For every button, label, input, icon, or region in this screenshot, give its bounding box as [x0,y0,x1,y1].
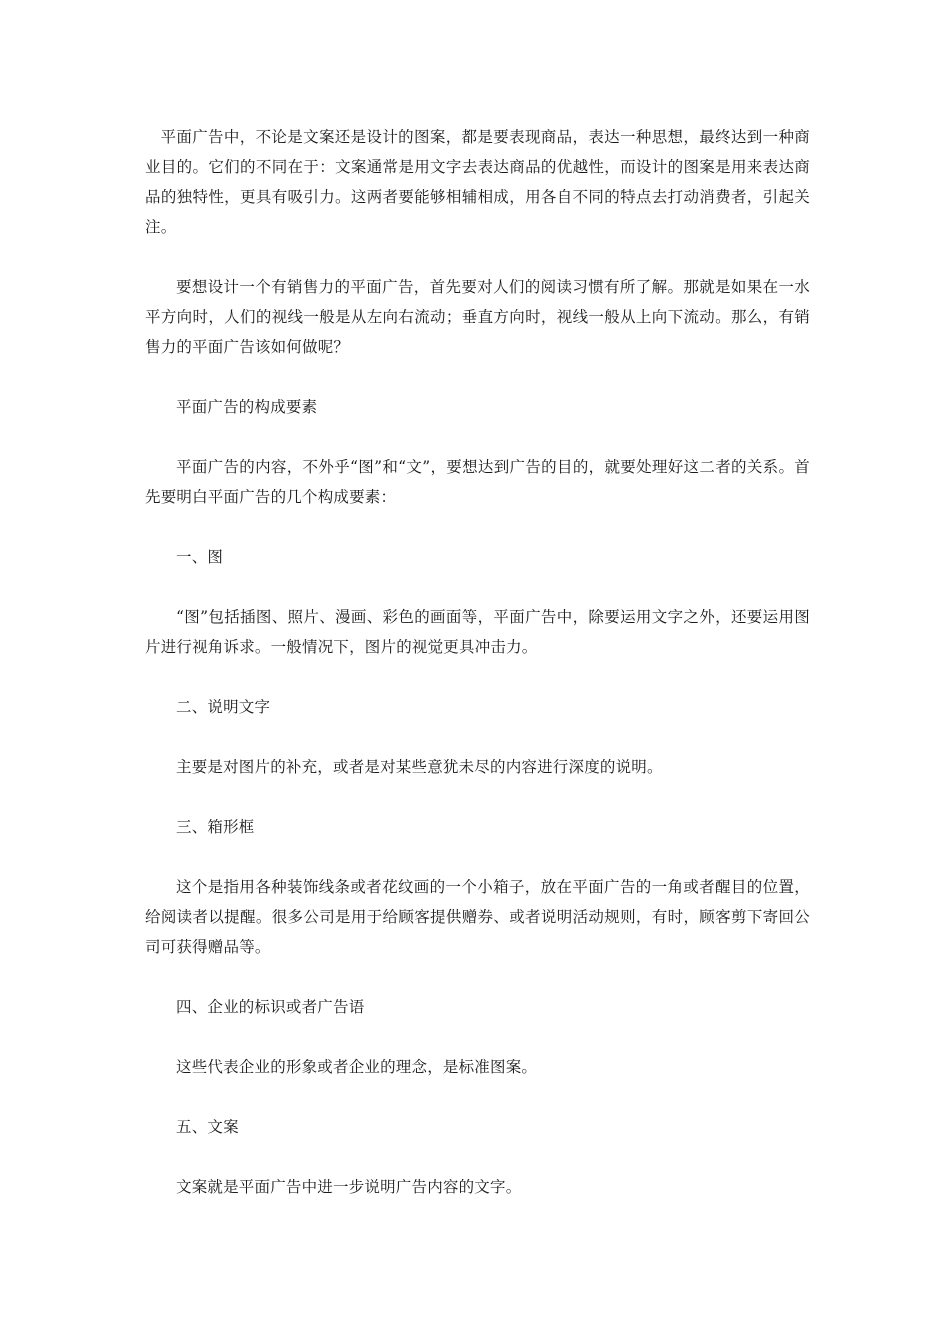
copywriting-paragraph: 文案就是平面广告中进一步说明广告内容的文字。 [176,1178,522,1196]
caption-text-paragraph: 主要是对图片的补充，或者是对某些意犹未尽的内容进行深度的说明。 [176,758,663,776]
section-heading-elements: 平面广告的构成要素 [176,398,318,416]
intro-paragraph: 平面广告中，不论是文案还是设计的图案，都是要表现商品，表达一种思想，最终达到一种商业目的。它们的不同在于：文案通常是用文字去表达商品的优越性，而设计的图案是用来表达商品的独特性，更具有吸引力。这两者要能够相辅相成，用各自不同的特点去打动消费者，引起关注。 [145,128,810,236]
document-body [145,122,810,1202]
heading-image: 一、图 [176,548,224,566]
heading-caption-text: 二、说明文字 [176,698,271,716]
box-frame-paragraph: 这个是指用各种装饰线条或者花纹画的一个小箱子，放在平面广告的一角或者醒目的位置，给阅读者以提醒。很多公司是用于给顾客提供赠券、或者说明活动规则，有时，顾客剪下寄回公司可获得赠品等。 [145,878,810,956]
heading-logo-slogan: 四、企业的标识或者广告语 [176,998,365,1016]
heading-copywriting: 五、文案 [176,1118,239,1136]
elements-intro-paragraph: 平面广告的内容，不外乎“图”和“文”，要想达到广告的目的，就要处理好这二者的关系。首先要明白平面广告的几个构成要素： [145,458,810,506]
heading-box-frame: 三、箱形框 [176,818,255,836]
logo-slogan-paragraph: 这些代表企业的形象或者企业的理念，是标准图案。 [176,1058,538,1076]
reading-habit-paragraph: 要想设计一个有销售力的平面广告，首先要对人们的阅读习惯有所了解。那就是如果在一水平方向时，人们的视线一般是从左向右流动；垂直方向时，视线一般从上向下流动。那么，有销售力的平面广告该如何做呢？ [145,278,810,356]
image-paragraph: “图”包括插图、照片、漫画、彩色的画面等，平面广告中，除要运用文字之外，还要运用图片进行视角诉求。一般情况下，图片的视觉更具冲击力。 [145,608,810,656]
